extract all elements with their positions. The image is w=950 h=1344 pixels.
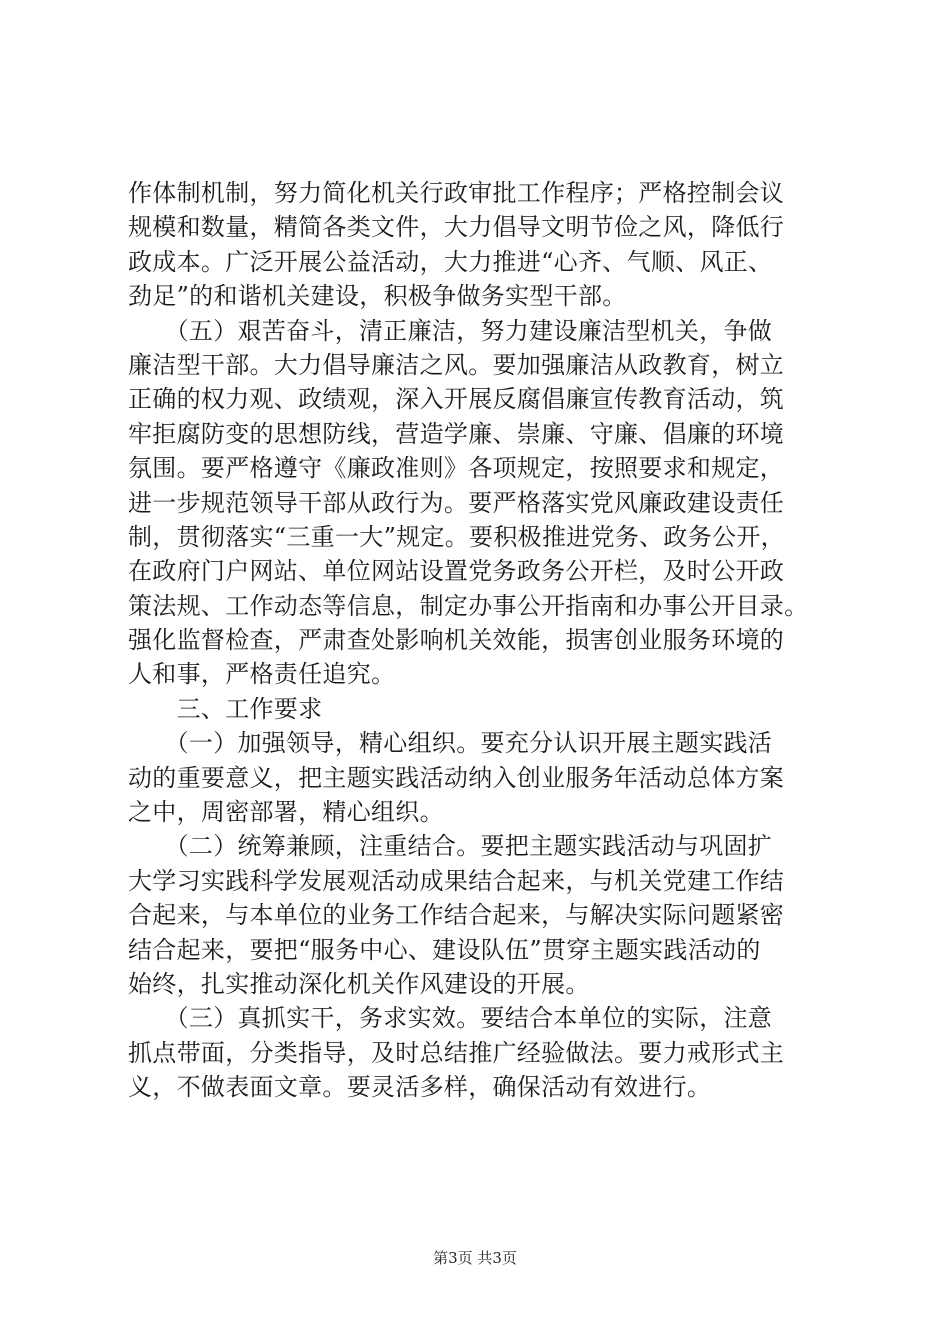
paragraph-heading-line: （一）加强领导，精心组织。要充分认识开展主题实践活 [128, 729, 773, 758]
text-line: 策法规、工作动态等信息，制定办事公开指南和办事公开目录。 [128, 591, 809, 620]
paragraph-heading-line: （五）艰苦奋斗，清正廉洁，努力建设廉洁型机关，争做 [128, 316, 773, 345]
text-line: 之中，周密部署，精心组织。 [128, 798, 444, 827]
text-line: 动的重要意义，把主题实践活动纳入创业服务年活动总体方案 [128, 763, 785, 792]
document-body [128, 176, 838, 1105]
text-line: 合起来，与本单位的业务工作结合起来，与解决实际问题紧密 [128, 901, 785, 930]
text-line: 人和事，严格责任追究。 [128, 660, 396, 689]
text-line: 正确的权力观、政绩观，深入开展反腐倡廉宣传教育活动，筑 [128, 385, 785, 414]
text-line: 进一步规范领导干部从政行为。要严格落实党风廉政建设责任 [128, 488, 785, 517]
text-line: 在政府门户网站、单位网站设置党务政务公开栏，及时公开政 [128, 557, 785, 586]
text-line: 政成本。广泛开展公益活动，大力推进“心齐、气顺、风正、 [128, 247, 773, 276]
text-line: 始终，扎实推动深化机关作风建设的开展。 [128, 969, 590, 998]
text-line: 劲足”的和谐机关建设，积极争做务实型干部。 [128, 282, 627, 311]
text-line: 结合起来，要把“服务中心、建设队伍”贯穿主题实践活动的 [128, 935, 761, 964]
paragraph-heading-line: （二）统筹兼顾，注重结合。要把主题实践活动与巩固扩 [128, 832, 773, 861]
text-line: 规模和数量，精简各类文件，大力倡导文明节俭之风，降低行 [128, 213, 785, 242]
paragraph-heading-line: （三）真抓实干，务求实效。要结合本单位的实际，注意 [128, 1004, 773, 1033]
text-line: 牢拒腐防变的思想防线，营造学廉、崇廉、守廉、倡廉的环境 [128, 419, 785, 448]
text-line: 氛围。要严格遵守《廉政准则》各项规定，按照要求和规定， [128, 454, 785, 483]
text-line: 抓点带面，分类指导，及时总结推广经验做法。要力戒形式主 [128, 1038, 785, 1067]
text-line: 义，不做表面文章。要灵活多样，确保活动有效进行。 [128, 1073, 712, 1102]
text-line: 廉洁型干部。大力倡导廉洁之风。要加强廉洁从政教育，树立 [128, 350, 785, 379]
text-line: 强化监督检查，严肃查处影响机关效能，损害创业服务环境的 [128, 626, 785, 655]
text-line: 大学习实践科学发展观活动成果结合起来，与机关党建工作结 [128, 866, 785, 895]
section-heading: 三、工作要求 [128, 694, 323, 723]
text-line: 作体制机制，努力简化机关行政审批工作程序；严格控制会议 [128, 179, 785, 207]
page-number-footer: 第3页 共3页 [433, 1249, 517, 1267]
text-line: 制，贯彻落实“三重一大”规定。要积极推进党务、政务公开， [128, 522, 785, 551]
